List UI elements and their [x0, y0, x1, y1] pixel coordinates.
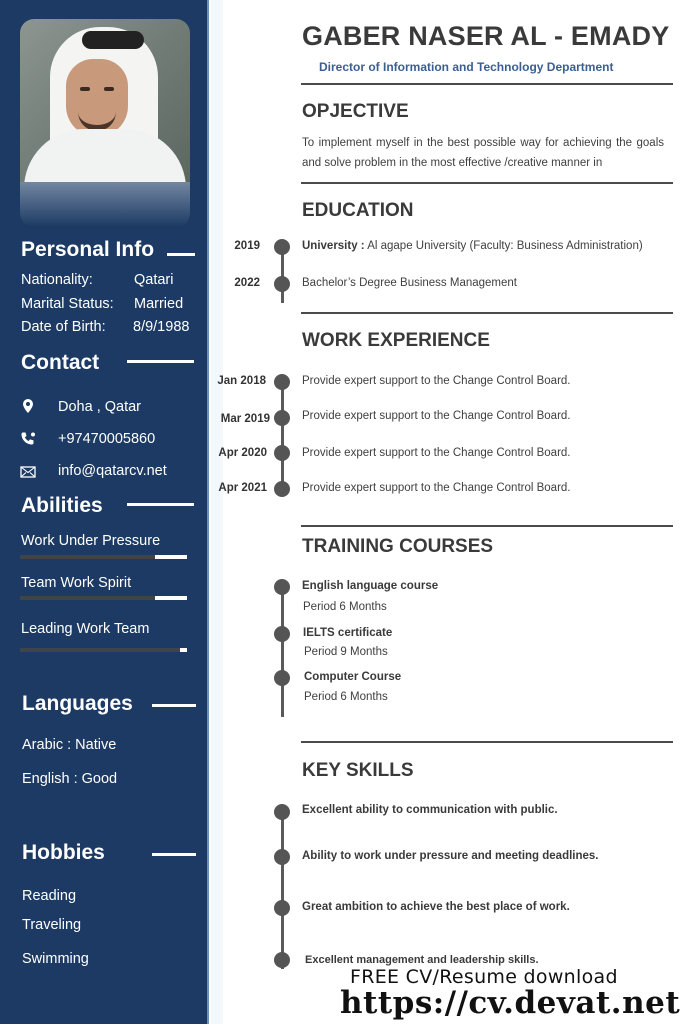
contact-phone-link[interactable]: +97470005860 — [58, 431, 156, 447]
course-name: Computer Course — [304, 671, 402, 683]
course-name: English language course — [302, 580, 439, 592]
work-entry: Provide expert support to the Change Control Board. — [302, 447, 571, 459]
training-heading: TRAINING COURSES — [302, 536, 494, 557]
hobby-item: Swimming — [22, 951, 89, 967]
contact-email-link[interactable]: info@qatarcv.net — [58, 463, 167, 479]
watermark-url-link[interactable]: https://cv.devat.net — [340, 985, 680, 1021]
hobby-item: Reading — [22, 888, 77, 904]
timeline-dot — [274, 374, 290, 390]
timeline-dot — [274, 952, 290, 968]
job-title: Director of Information and Technology Department — [319, 60, 614, 74]
contact-heading: Contact — [21, 351, 100, 374]
course-period: Period 9 Months — [304, 646, 388, 658]
language-item: Arabic : Native — [22, 737, 117, 753]
ability-label: Team Work Spirit — [21, 575, 132, 591]
contact-rule — [127, 360, 194, 363]
timeline-dot — [274, 410, 290, 426]
training-timeline — [281, 587, 284, 717]
watermark-text: FREE CV/Resume download — [350, 966, 618, 988]
personal-info-rule — [167, 253, 195, 256]
work-experience-heading: WORK EXPERIENCE — [302, 330, 490, 351]
marital-status-value: Married — [134, 296, 184, 312]
education-entry: University : Al agape University (Faculty: Business Administration) — [302, 240, 643, 252]
timeline-dot — [274, 804, 290, 820]
skills-timeline — [281, 811, 284, 969]
language-item: English : Good — [22, 771, 118, 787]
ability-level-bar — [20, 555, 187, 559]
ability-level-bar — [20, 596, 187, 600]
photo-reflection — [20, 182, 190, 227]
timeline-dot — [274, 481, 290, 497]
timeline-dot — [274, 900, 290, 916]
hobby-item: Traveling — [22, 917, 82, 933]
timeline-dot — [274, 445, 290, 461]
dob-value: 8/9/1988 — [133, 319, 190, 335]
contact-location: Doha , Qatar — [58, 399, 142, 415]
objective-divider — [301, 182, 673, 184]
work-timeline — [281, 382, 284, 490]
skill-item: Ability to work under pressure and meeting deadlines. — [302, 850, 599, 862]
course-name: IELTS certificate — [303, 627, 393, 639]
objective-heading: OPJECTIVE — [302, 101, 409, 122]
education-year: 2019 — [234, 240, 260, 252]
sidebar — [0, 0, 209, 1024]
skill-item: Excellent management and leadership skills. — [305, 954, 539, 966]
key-skills-heading: KEY SKILLS — [302, 760, 414, 781]
dob-label: Date of Birth: — [21, 319, 106, 335]
languages-rule — [152, 704, 196, 707]
location-pin-icon — [20, 398, 36, 414]
hobbies-heading: Hobbies — [22, 841, 105, 864]
ability-level-bar — [20, 648, 187, 652]
envelope-icon — [20, 464, 36, 480]
sidebar-gutter — [211, 0, 223, 1024]
education-timeline — [281, 247, 284, 303]
education-year: 2022 — [234, 277, 260, 289]
skill-item: Great ambition to achieve the best place of work. — [302, 901, 570, 913]
abilities-heading: Abilities — [21, 494, 103, 517]
work-date: Jan 2018 — [217, 375, 266, 387]
abilities-rule — [127, 503, 194, 506]
training-divider — [301, 741, 673, 743]
ability-label: Leading Work Team — [21, 621, 150, 637]
timeline-dot — [274, 239, 290, 255]
work-date: Mar 2019 — [220, 413, 270, 425]
timeline-dot — [274, 670, 290, 686]
work-date: Apr 2021 — [218, 482, 267, 494]
phone-icon — [20, 431, 36, 447]
work-entry: Provide expert support to the Change Control Board. — [302, 410, 571, 422]
work-divider — [301, 525, 673, 527]
education-entry: Bachelor’s Degree Business Management — [302, 277, 518, 289]
ability-label: Work Under Pressure — [21, 533, 161, 549]
timeline-dot — [274, 276, 290, 292]
work-entry: Provide expert support to the Change Control Board. — [302, 482, 571, 494]
timeline-dot — [274, 849, 290, 865]
skill-item: Excellent ability to communication with public. — [302, 804, 558, 816]
languages-heading: Languages — [22, 692, 133, 715]
marital-status-label: Marital Status: — [21, 296, 114, 312]
course-period: Period 6 Months — [304, 691, 388, 703]
timeline-dot — [274, 579, 290, 595]
course-period: Period 6 Months — [303, 601, 387, 613]
profile-photo — [20, 19, 190, 182]
work-date: Apr 2020 — [218, 447, 267, 459]
header-divider — [301, 83, 673, 85]
candidate-name: GABER NASER AL - EMADY — [302, 21, 670, 51]
education-heading: EDUCATION — [302, 200, 414, 221]
timeline-dot — [274, 626, 290, 642]
personal-info-heading: Personal Info — [21, 238, 155, 261]
nationality-value: Qatari — [134, 272, 174, 288]
work-entry: Provide expert support to the Change Control Board. — [302, 375, 571, 387]
nationality-label: Nationality: — [21, 272, 93, 288]
hobbies-rule — [152, 853, 196, 856]
objective-text: To implement myself in the best possible way for achieving the goals and solve problem in the most effective /creative manner in — [302, 137, 664, 169]
education-divider — [301, 312, 673, 314]
